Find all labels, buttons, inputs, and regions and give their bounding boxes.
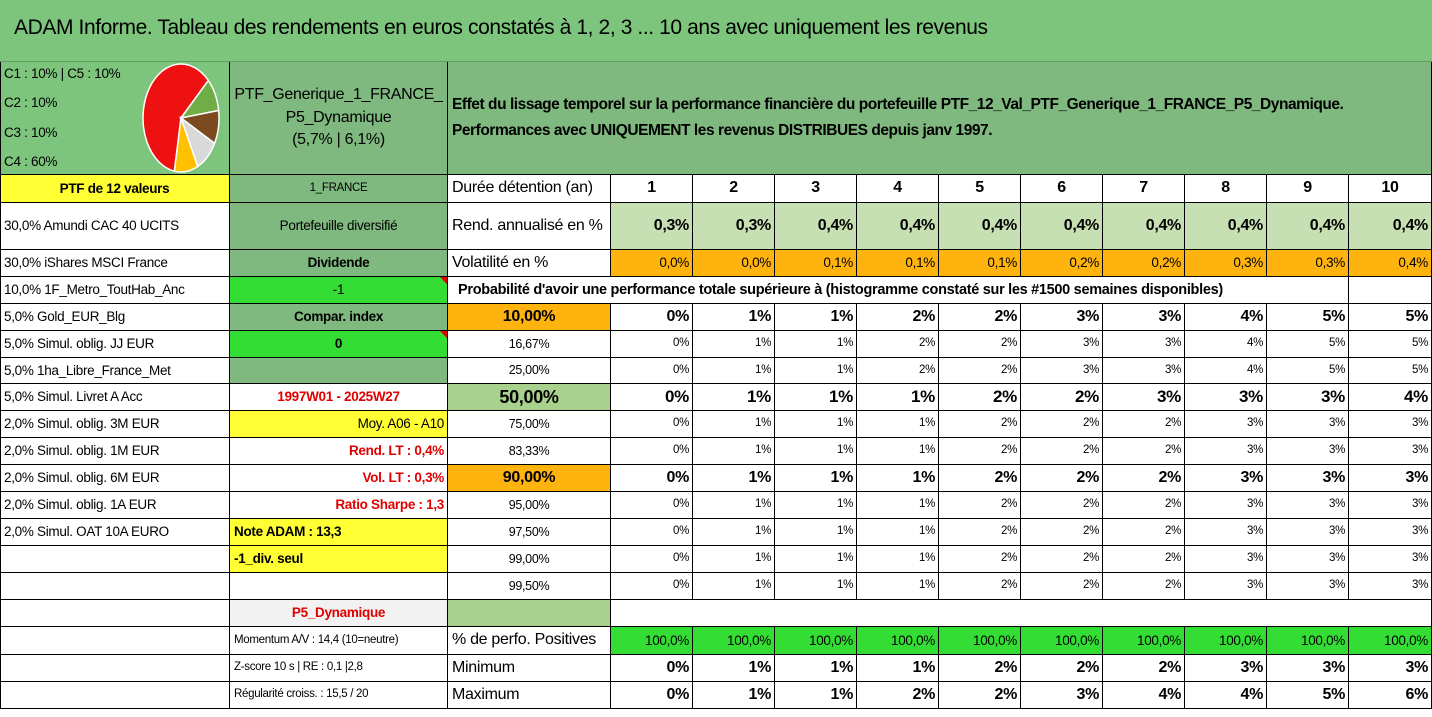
min-value-8: 3% bbox=[1185, 655, 1267, 682]
div-only-cell: -1_div. seul bbox=[230, 546, 448, 573]
probability-value: 1% bbox=[693, 573, 775, 600]
probability-value: 1% bbox=[693, 465, 775, 492]
min-label: Minimum bbox=[448, 655, 611, 682]
probability-value: 2% bbox=[939, 358, 1021, 384]
probability-level-3: 25,00% bbox=[448, 358, 611, 384]
probability-value: 3% bbox=[1185, 411, 1267, 438]
portfolio-name-line1: PTF_Generique_1_FRANCE_ bbox=[234, 86, 443, 104]
probability-value: 4% bbox=[1185, 358, 1267, 384]
probability-value: 3% bbox=[1021, 304, 1103, 331]
year-header-9: 9 bbox=[1267, 175, 1349, 203]
year-header-7: 7 bbox=[1103, 175, 1185, 203]
probability-value: 3% bbox=[1185, 546, 1267, 573]
min-value-9: 3% bbox=[1267, 655, 1349, 682]
probability-value: 2% bbox=[1021, 384, 1103, 411]
positive-value-9: 100,0% bbox=[1267, 627, 1349, 655]
probability-value: 1% bbox=[857, 411, 939, 438]
probability-value: 3% bbox=[1021, 331, 1103, 358]
probability-value: 1% bbox=[775, 358, 857, 384]
probability-label: Probabilité d'avoir une performance totale supérieure à (histogramme constaté sur les #1500 semaines disponibles) bbox=[448, 277, 1349, 304]
year-header-8: 8 bbox=[1185, 175, 1267, 203]
max-value-3: 1% bbox=[775, 682, 857, 709]
holding-2: 30,0% iShares MSCI France bbox=[0, 250, 230, 277]
probability-value: 3% bbox=[1267, 438, 1349, 465]
probability-value: 3% bbox=[1267, 573, 1349, 600]
empty-cell bbox=[0, 655, 230, 682]
year-header-2: 2 bbox=[693, 175, 775, 203]
probability-value: 1% bbox=[775, 438, 857, 465]
probability-value: 2% bbox=[1021, 492, 1103, 519]
vol-value-9: 0,3% bbox=[1267, 250, 1349, 277]
empty-cell bbox=[230, 573, 448, 600]
probability-value: 1% bbox=[857, 573, 939, 600]
probability-value: 2% bbox=[939, 573, 1021, 600]
probability-value: 2% bbox=[1021, 546, 1103, 573]
probability-value: 1% bbox=[775, 304, 857, 331]
probability-value: 0% bbox=[611, 519, 693, 546]
description-line1: Effet du lissage temporel sur la performance financière du portefeuille PTF_12_Val_PTF_Generique_1_FRANCE_P5_Dynamique. bbox=[452, 96, 1344, 114]
dividend-label: Dividende bbox=[230, 250, 448, 277]
probability-value: 4% bbox=[1185, 331, 1267, 358]
empty-cell bbox=[1349, 277, 1432, 304]
probability-value: 1% bbox=[857, 546, 939, 573]
holdings-header: PTF de 12 valeurs bbox=[0, 175, 230, 203]
positive-value-4: 100,0% bbox=[857, 627, 939, 655]
portfolio-name-cell bbox=[230, 62, 448, 175]
probability-value: 2% bbox=[1103, 492, 1185, 519]
vol-value-6: 0,2% bbox=[1021, 250, 1103, 277]
probability-value: 1% bbox=[693, 304, 775, 331]
index-label: Compar. index bbox=[230, 304, 448, 331]
probability-value: 2% bbox=[1021, 573, 1103, 600]
probability-value: 3% bbox=[1267, 411, 1349, 438]
year-header-3: 3 bbox=[775, 175, 857, 203]
average-cell: Moy. A06 - A10 bbox=[230, 411, 448, 438]
positive-label: % de perfo. Positives bbox=[448, 627, 611, 655]
probability-value: 3% bbox=[1185, 465, 1267, 492]
holding-6: 5,0% 1ha_Libre_France_Met bbox=[0, 358, 230, 384]
min-value-1: 0% bbox=[611, 655, 693, 682]
probability-value: 2% bbox=[939, 438, 1021, 465]
probability-value: 3% bbox=[1185, 573, 1267, 600]
min-value-3: 1% bbox=[775, 655, 857, 682]
probability-value: 3% bbox=[1349, 573, 1432, 600]
probability-level-1: 10,00% bbox=[448, 304, 611, 331]
probability-value: 2% bbox=[1021, 465, 1103, 492]
positive-value-7: 100,0% bbox=[1103, 627, 1185, 655]
max-value-2: 1% bbox=[693, 682, 775, 709]
allocation-line1: C1 : 10% | C5 : 10% bbox=[4, 66, 121, 81]
probability-value: 2% bbox=[1021, 411, 1103, 438]
allocation-line3: C3 : 10% bbox=[4, 124, 58, 140]
probability-level-4: 50,00% bbox=[448, 384, 611, 411]
vol-value-5: 0,1% bbox=[939, 250, 1021, 277]
vol-value-2: 0,0% bbox=[693, 250, 775, 277]
probability-value: 4% bbox=[1349, 384, 1432, 411]
probability-value: 3% bbox=[1185, 384, 1267, 411]
max-value-1: 0% bbox=[611, 682, 693, 709]
rend-value-4: 0,4% bbox=[857, 203, 939, 250]
probability-value: 3% bbox=[1103, 304, 1185, 331]
empty-cell bbox=[0, 600, 230, 627]
probability-level-9: 97,50% bbox=[448, 519, 611, 546]
period-cell: 1997W01 - 2025W27 bbox=[230, 384, 448, 411]
probability-value: 1% bbox=[693, 358, 775, 384]
probability-level-7: 90,00% bbox=[448, 465, 611, 492]
allocation-line4: C4 : 60% bbox=[4, 154, 58, 170]
holding-3: 10,0% 1F_Metro_ToutHab_Anc bbox=[0, 277, 230, 304]
holding-5: 5,0% Simul. oblig. JJ EUR bbox=[0, 331, 230, 358]
holding-10: 2,0% Simul. oblig. 6M EUR bbox=[0, 465, 230, 492]
probability-value: 3% bbox=[1349, 411, 1432, 438]
empty-cell bbox=[0, 546, 230, 573]
positive-value-3: 100,0% bbox=[775, 627, 857, 655]
sharpe-cell: Ratio Sharpe : 1,3 bbox=[230, 492, 448, 519]
min-value-2: 1% bbox=[693, 655, 775, 682]
probability-value: 1% bbox=[857, 492, 939, 519]
probability-level-11: 99,50% bbox=[448, 573, 611, 600]
diversification-cell: Portefeuille diversifié bbox=[230, 203, 448, 250]
probability-value: 0% bbox=[611, 358, 693, 384]
probability-value: 0% bbox=[611, 331, 693, 358]
probability-value: 1% bbox=[775, 411, 857, 438]
holding-12: 2,0% Simul. OAT 10A EURO bbox=[0, 519, 230, 546]
probability-value: 1% bbox=[857, 519, 939, 546]
probability-level-6: 83,33% bbox=[448, 438, 611, 465]
probability-value: 0% bbox=[611, 304, 693, 331]
positive-value-2: 100,0% bbox=[693, 627, 775, 655]
probability-value: 2% bbox=[857, 304, 939, 331]
probability-value: 3% bbox=[1185, 438, 1267, 465]
rend-value-10: 0,4% bbox=[1349, 203, 1432, 250]
portfolio-name-line2: P5_Dynamique bbox=[285, 108, 392, 126]
probability-value: 1% bbox=[693, 519, 775, 546]
min-value-7: 2% bbox=[1103, 655, 1185, 682]
probability-value: 1% bbox=[693, 411, 775, 438]
probability-value: 3% bbox=[1185, 519, 1267, 546]
allocation-pie-chart bbox=[136, 62, 226, 174]
probability-value: 0% bbox=[611, 411, 693, 438]
description-line2: Performances avec UNIQUEMENT les revenus DISTRIBUES depuis janv 1997. bbox=[452, 122, 993, 139]
probability-value: 1% bbox=[693, 546, 775, 573]
rend-value-1: 0,3% bbox=[611, 203, 693, 250]
probability-value: 2% bbox=[939, 546, 1021, 573]
positive-value-8: 100,0% bbox=[1185, 627, 1267, 655]
probability-value: 1% bbox=[857, 438, 939, 465]
probability-value: 1% bbox=[693, 384, 775, 411]
probability-value: 5% bbox=[1267, 358, 1349, 384]
portfolio-name-line3: (5,7% | 6,1%) bbox=[292, 131, 385, 149]
probability-value: 1% bbox=[775, 465, 857, 492]
empty-cell bbox=[0, 573, 230, 600]
probability-value: 5% bbox=[1267, 304, 1349, 331]
probability-value: 1% bbox=[693, 331, 775, 358]
probability-value: 2% bbox=[939, 304, 1021, 331]
probability-level-8: 95,00% bbox=[448, 492, 611, 519]
probability-level-2: 16,67% bbox=[448, 331, 611, 358]
positive-value-6: 100,0% bbox=[1021, 627, 1103, 655]
probability-value: 3% bbox=[1267, 492, 1349, 519]
vol-value-1: 0,0% bbox=[611, 250, 693, 277]
probability-value: 3% bbox=[1349, 519, 1432, 546]
probability-value: 2% bbox=[939, 331, 1021, 358]
probability-value: 2% bbox=[857, 358, 939, 384]
probability-value: 0% bbox=[611, 465, 693, 492]
rend-value-5: 0,4% bbox=[939, 203, 1021, 250]
probability-value: 3% bbox=[1349, 492, 1432, 519]
holding-1: 30,0% Amundi CAC 40 UCITS bbox=[0, 203, 230, 250]
probability-value: 1% bbox=[775, 546, 857, 573]
note-adam-cell: Note ADAM : 13,3 bbox=[230, 519, 448, 546]
probability-level-5: 75,00% bbox=[448, 411, 611, 438]
year-header-10: 10 bbox=[1349, 175, 1432, 203]
empty-cell bbox=[0, 627, 230, 655]
probability-value: 3% bbox=[1267, 465, 1349, 492]
zscore-cell: Z-score 10 s | RE : 0,1 |2,8 bbox=[230, 655, 448, 682]
probability-value: 1% bbox=[775, 331, 857, 358]
min-value-5: 2% bbox=[939, 655, 1021, 682]
title-bar bbox=[0, 0, 1432, 62]
region-cell: 1_FRANCE bbox=[230, 175, 448, 203]
probability-value: 1% bbox=[775, 573, 857, 600]
probability-value: 0% bbox=[611, 546, 693, 573]
probability-value: 3% bbox=[1349, 465, 1432, 492]
report-title: ADAM Informe. Tableau des rendements en euros constatés à 1, 2, 3 ... 10 ans avec uniquement les revenus bbox=[14, 16, 988, 39]
positive-value-10: 100,0% bbox=[1349, 627, 1432, 655]
min-value-6: 2% bbox=[1021, 655, 1103, 682]
vol-value-3: 0,1% bbox=[775, 250, 857, 277]
probability-value: 0% bbox=[611, 492, 693, 519]
probability-value: 3% bbox=[1267, 546, 1349, 573]
min-value-10: 3% bbox=[1349, 655, 1432, 682]
probability-value: 3% bbox=[1267, 519, 1349, 546]
vol-value-7: 0,2% bbox=[1103, 250, 1185, 277]
probability-value: 2% bbox=[939, 465, 1021, 492]
probability-value: 2% bbox=[1103, 465, 1185, 492]
rend-value-9: 0,4% bbox=[1267, 203, 1349, 250]
probability-value: 2% bbox=[857, 331, 939, 358]
probability-value: 2% bbox=[939, 492, 1021, 519]
probability-value: 1% bbox=[775, 519, 857, 546]
probability-value: 3% bbox=[1267, 384, 1349, 411]
index-value: 0 bbox=[230, 331, 448, 358]
probability-level-10: 99,00% bbox=[448, 546, 611, 573]
probability-value: 1% bbox=[693, 438, 775, 465]
year-header-5: 5 bbox=[939, 175, 1021, 203]
allocation-line2: C2 : 10% bbox=[4, 95, 58, 111]
probability-value: 2% bbox=[939, 411, 1021, 438]
vol-value-4: 0,1% bbox=[857, 250, 939, 277]
probability-value: 4% bbox=[1185, 304, 1267, 331]
holding-7: 5,0% Simul. Livret A Acc bbox=[0, 384, 230, 411]
probability-value: 3% bbox=[1021, 358, 1103, 384]
probability-value: 2% bbox=[1103, 573, 1185, 600]
dividend-value: -1 bbox=[230, 277, 448, 304]
max-value-8: 4% bbox=[1185, 682, 1267, 709]
rend-label: Rend. annualisé en % bbox=[448, 203, 611, 250]
rend-lt-cell: Rend. LT : 0,4% bbox=[230, 438, 448, 465]
probability-value: 3% bbox=[1185, 492, 1267, 519]
empty-cell bbox=[611, 600, 1432, 627]
probability-value: 2% bbox=[1103, 411, 1185, 438]
rend-value-7: 0,4% bbox=[1103, 203, 1185, 250]
year-header-1: 1 bbox=[611, 175, 693, 203]
max-value-6: 3% bbox=[1021, 682, 1103, 709]
probability-value: 0% bbox=[611, 384, 693, 411]
holding-11: 2,0% Simul. oblig. 1A EUR bbox=[0, 492, 230, 519]
regularity-cell: Régularité croiss. : 15,5 / 20 bbox=[230, 682, 448, 709]
empty-cell bbox=[0, 682, 230, 709]
probability-value: 2% bbox=[1021, 519, 1103, 546]
sheet-left-border bbox=[0, 62, 1, 709]
probability-value: 2% bbox=[1103, 546, 1185, 573]
probability-value: 1% bbox=[693, 492, 775, 519]
max-label: Maximum bbox=[448, 682, 611, 709]
holding-8: 2,0% Simul. oblig. 3M EUR bbox=[0, 411, 230, 438]
probability-value: 2% bbox=[1021, 438, 1103, 465]
duration-label: Durée détention (an) bbox=[448, 175, 611, 203]
holding-4: 5,0% Gold_EUR_Blg bbox=[0, 304, 230, 331]
empty-green-cell bbox=[230, 358, 448, 384]
probability-value: 3% bbox=[1349, 546, 1432, 573]
probability-value: 0% bbox=[611, 438, 693, 465]
vol-lt-cell: Vol. LT : 0,3% bbox=[230, 465, 448, 492]
max-value-7: 4% bbox=[1103, 682, 1185, 709]
rend-value-8: 0,4% bbox=[1185, 203, 1267, 250]
probability-value: 0% bbox=[611, 573, 693, 600]
probability-value: 5% bbox=[1267, 331, 1349, 358]
max-value-5: 2% bbox=[939, 682, 1021, 709]
profile-cell: P5_Dynamique bbox=[230, 600, 448, 627]
probability-value: 1% bbox=[775, 492, 857, 519]
probability-value: 2% bbox=[939, 384, 1021, 411]
rend-value-6: 0,4% bbox=[1021, 203, 1103, 250]
portfolio-description-cell bbox=[448, 62, 1432, 175]
probability-value: 2% bbox=[1103, 519, 1185, 546]
rend-value-3: 0,4% bbox=[775, 203, 857, 250]
max-value-10: 6% bbox=[1349, 682, 1432, 709]
empty-green-cell bbox=[448, 600, 611, 627]
vol-value-8: 0,3% bbox=[1185, 250, 1267, 277]
max-value-4: 2% bbox=[857, 682, 939, 709]
probability-value: 1% bbox=[775, 384, 857, 411]
positive-value-1: 100,0% bbox=[611, 627, 693, 655]
rend-value-2: 0,3% bbox=[693, 203, 775, 250]
probability-value: 3% bbox=[1349, 438, 1432, 465]
year-header-4: 4 bbox=[857, 175, 939, 203]
probability-value: 2% bbox=[1103, 438, 1185, 465]
year-header-6: 6 bbox=[1021, 175, 1103, 203]
probability-value: 3% bbox=[1103, 331, 1185, 358]
probability-value: 1% bbox=[857, 465, 939, 492]
vol-value-10: 0,4% bbox=[1349, 250, 1432, 277]
vol-label: Volatilité en % bbox=[448, 250, 611, 277]
probability-value: 5% bbox=[1349, 304, 1432, 331]
probability-value: 2% bbox=[939, 519, 1021, 546]
probability-value: 3% bbox=[1103, 358, 1185, 384]
probability-value: 5% bbox=[1349, 331, 1432, 358]
max-value-9: 5% bbox=[1267, 682, 1349, 709]
min-value-4: 1% bbox=[857, 655, 939, 682]
probability-value: 1% bbox=[857, 384, 939, 411]
positive-value-5: 100,0% bbox=[939, 627, 1021, 655]
momentum-cell: Momentum A/V : 14,4 (10=neutre) bbox=[230, 627, 448, 655]
holding-9: 2,0% Simul. oblig. 1M EUR bbox=[0, 438, 230, 465]
probability-value: 3% bbox=[1103, 384, 1185, 411]
probability-value: 5% bbox=[1349, 358, 1432, 384]
